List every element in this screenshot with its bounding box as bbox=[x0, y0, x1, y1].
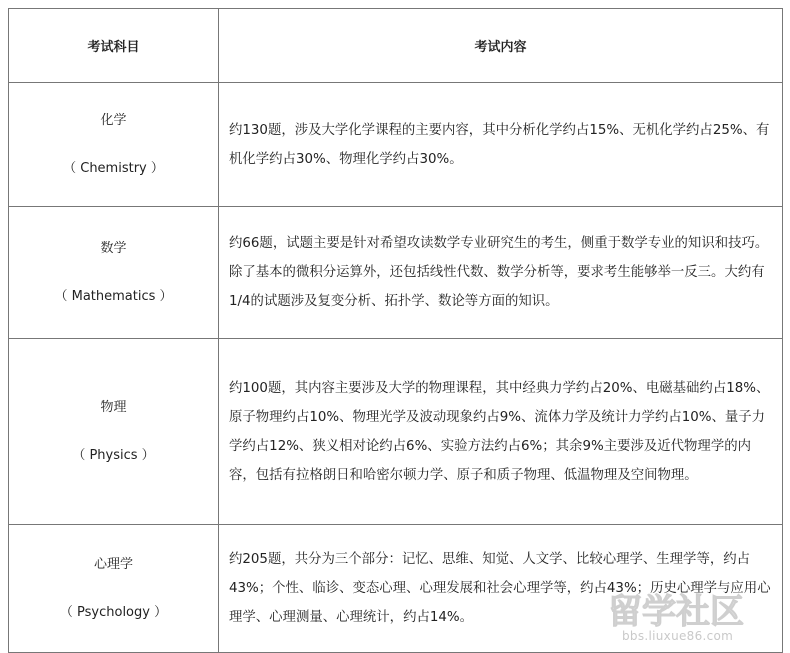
table-row bbox=[9, 83, 783, 207]
content-cell: 约130题，涉及大学化学课程的主要内容，其中分析化学约占15%、无机化学约占25%、有机化学约占30%、物理化学约占30%。 bbox=[219, 83, 783, 207]
table-header-row bbox=[9, 9, 783, 83]
subject-cn: 数学 bbox=[100, 240, 127, 256]
exam-table bbox=[8, 8, 783, 653]
subject-en: （ Chemistry ） bbox=[63, 160, 164, 176]
subject-cell bbox=[9, 83, 219, 207]
subject-cn: 心理学 bbox=[93, 556, 133, 572]
content-cell: 约205题，共分为三个部分：记忆、思维、知觉、人文学、比较心理学、生理学等，约占43%；个性、临诊、变态心理、心理发展和社会心理学等，约占43%；历史心理学与应用心理学、心理测量、心理统计，约占14%。 bbox=[219, 525, 783, 653]
header-content: 考试内容 bbox=[219, 9, 783, 83]
table-row bbox=[9, 525, 783, 653]
content-cell: 约66题，试题主要是针对希望攻读数学专业研究生的考生，侧重于数学专业的知识和技巧。除了基本的微积分运算外，还包括线性代数、数学分析等，要求考生能够举一反三。大约有1/4的试题涉及复变分析、拓扑学、数论等方面的知识。 bbox=[219, 207, 783, 339]
subject-cell bbox=[9, 525, 219, 653]
table-row bbox=[9, 207, 783, 339]
subject-en: （ Physics ） bbox=[72, 447, 155, 463]
subject-cell bbox=[9, 339, 219, 525]
subject-en: （ Psychology ） bbox=[59, 604, 168, 620]
table-row bbox=[9, 339, 783, 525]
header-subject: 考试科目 bbox=[9, 9, 219, 83]
subject-en: （ Mathematics ） bbox=[54, 288, 173, 304]
subject-cn: 化学 bbox=[100, 112, 127, 128]
watermark-logo-text: 留学社区 bbox=[608, 592, 744, 631]
subject-cn: 物理 bbox=[100, 399, 127, 415]
watermark-url: bbs.liuxue86.com bbox=[622, 629, 734, 643]
subject-cell bbox=[9, 207, 219, 339]
content-cell: 约100题，其内容主要涉及大学的物理课程，其中经典力学约占20%、电磁基础约占18%、原子物理约占10%、物理光学及波动现象约占9%、流体力学及统计力学约占10%、量子力学约占12%、狭义相对论约占6%、实验方法约占6%；其余9%主要涉及近代物理学的内容，包括有拉格朗日和哈密尔顿力学、原子和质子物理、低温物理及空间物理。 bbox=[219, 339, 783, 525]
